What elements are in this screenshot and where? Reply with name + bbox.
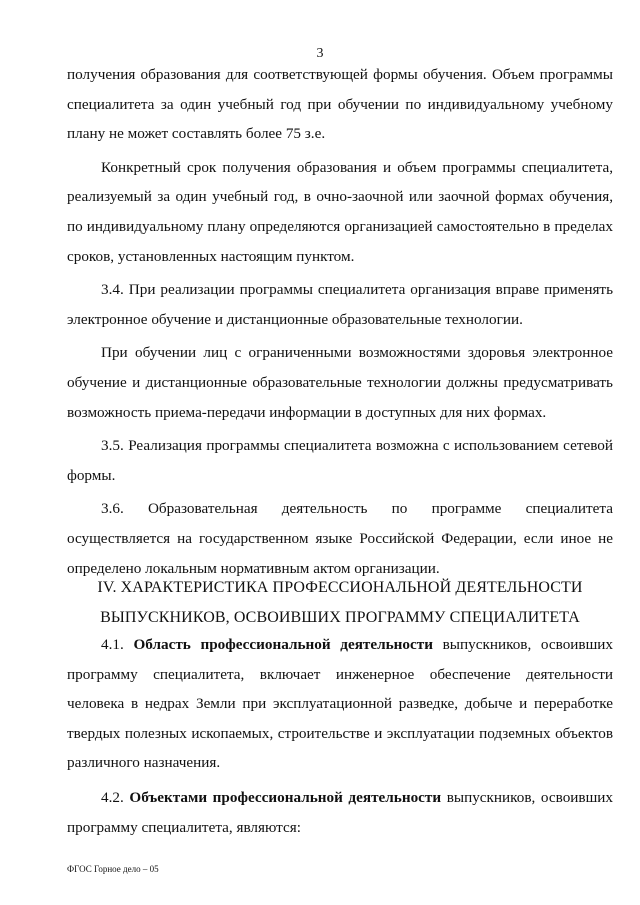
section-heading-line-2: ВЫПУСКНИКОВ, ОСВОИВШИХ ПРОГРАММУ СПЕЦИАЛИТЕТА [100,609,580,626]
clause-4-2-term: Объектами профессиональной деятельности [129,788,442,806]
paragraph-3-5: 3.5. Реализация программы специалитета возможна с использованием сетевой формы. [67,437,613,484]
clause-4-2-text: выпускников, освоивших программу специалитета, являются: [67,788,614,836]
section-heading-line-1: IV. ХАРАКТЕРИСТИКА ПРОФЕССИОНАЛЬНОЙ ДЕЯТЕЛЬНОСТИ [97,579,583,596]
section-heading [67,573,613,633]
paragraph-continuation: получения образования для соответствующей формы обучения. Объем программы специалитета за один учебный год при обучении по индивидуальному учебному плану не может составлять более 75 з.е. [67,66,613,143]
clause-4-1 [67,630,613,778]
paragraph-3-6: 3.6. Образовательная деятельность по программе специалитета осуществляется на государственном языке Российской Федерации, если иное не определено локальным нормативным актом организации. [67,500,613,577]
clause-4-1-text: выпускников, освоивших программу специалитета, включает инженерное обеспечение деятельности человека в недрах Земли при эксплуатационной разведке, добыче и переработке твердых полезных ископаемых, строительстве и эксплуатации подземных объектов различного назначения. [67,636,614,772]
paragraph-3-4: 3.4. При реализации программы специалитета организация вправе применять электронное обучение и дистанционные образовательные технологии. [67,281,613,328]
page-number: 3 [316,46,324,61]
clause-4-1-number: 4.1. [101,636,124,653]
document-body [67,60,613,583]
paragraph-disabilities: При обучении лиц с ограниченными возможностями здоровья электронное обучение и дистанционные образовательные технологии должны предусматривать возможность приема-передачи информации в доступных для них формах. [67,344,613,421]
clause-4-2-number: 4.2. [101,788,124,806]
clause-4-1-term: Область профессиональной деятельности [133,636,433,653]
paragraph-duration: Конкретный срок получения образования и объем программы специалитета, реализуемый за один учебный год, в очно-заочной или заочной формах обучения, по индивидуальному плану определяются организацией самостоятельно в пределах сроков, установленных настоящим пунктом. [67,158,613,265]
section-body [67,630,613,842]
clause-4-2 [67,783,613,842]
document-footer: ФГОС Горное дело – 05 [67,864,159,874]
